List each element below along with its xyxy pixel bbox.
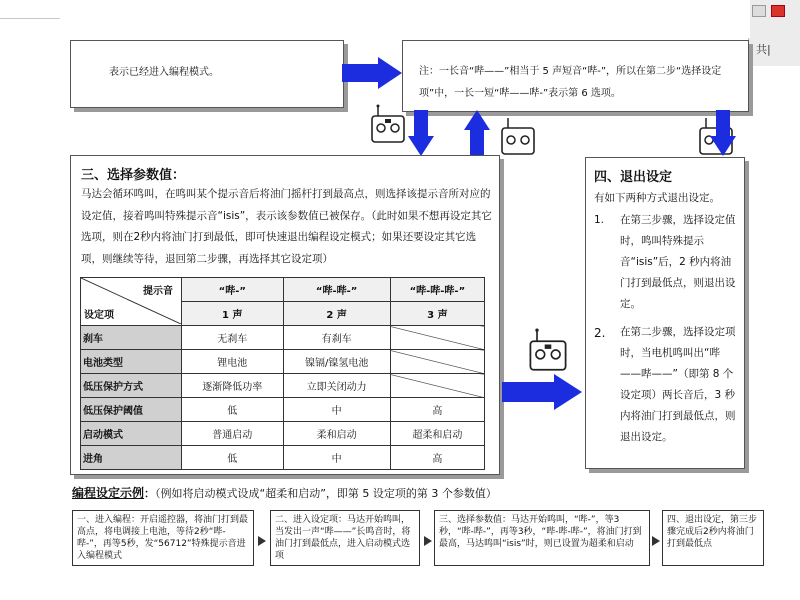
table-cell: 高 [390, 398, 484, 422]
section4-item-text: 在第三步骤，选择设定值时，鸣叫特殊提示音“isis”后，2 秒内将油门打到最低点，则退出设定。 [620, 214, 736, 310]
arrow-right-main [502, 374, 584, 410]
window-tab[interactable]: 共| [756, 43, 771, 56]
section4-intro: 有如下两种方式退出设定。 [594, 192, 720, 204]
table-cell: 低 [182, 446, 284, 470]
section3-body: 马达会循环鸣叫，在鸣叫某个提示音后将油门摇杆打到最高点，则选择该提示音所对应的设定值，接着鸣叫特殊提示音“isis”，表示该参数值已被保存。（此时如果不想再设定其它选项，则在2秒内将油门打到最低，即可快速退出编程设定模式；如果还要设定其它选项，则继续等待，退回第二步骤，再选择其它设定项） [81, 188, 492, 265]
remote-control-icon-1 [370, 104, 406, 144]
arrow-right-top [342, 57, 404, 89]
table-cell: 有刹车 [283, 326, 390, 350]
table-cell: 低 [182, 398, 284, 422]
remote-control-icon-2 [500, 116, 536, 156]
table-cell: 立即关闭动力 [283, 374, 390, 398]
top-cover [60, 0, 750, 38]
step-one-box [70, 40, 344, 108]
table-cell: 中 [283, 398, 390, 422]
step-one-fragment: 表示已经进入编程模式。 [109, 67, 219, 78]
remote-control-icon-4 [528, 328, 568, 372]
table-row [81, 326, 485, 350]
table-row-label: 启动模式 [81, 422, 182, 446]
table-row-label: 电池类型 [81, 350, 182, 374]
arrow-down-right [710, 110, 736, 156]
example-caption: （例如将启动模式设成“超柔和启动”，即第 5 设定项的第 3 个参数值） [155, 487, 497, 500]
table-cell: 柔和启动 [283, 422, 390, 446]
table-cell: 逐渐降低功率 [182, 374, 284, 398]
example-label-colon: ： [144, 487, 156, 500]
table-cell: 中 [283, 446, 390, 470]
table-col-tone-1: “哔-” [182, 278, 284, 302]
table-col-tone-2: “哔-哔-” [283, 278, 390, 302]
section4-item-num: 2. [594, 326, 606, 340]
example-step-1: 一、进入编程：开启遥控器，将油门打到最高点，将电调接上电池，等待2秒“哔-哔-”，再等5秒，发“56712”特殊提示音进入编程模式 [72, 510, 254, 566]
table-row-label: 低压保护阈值 [81, 398, 182, 422]
table-col-tone-3: “哔-哔-哔-” [390, 278, 484, 302]
table-row [81, 446, 485, 470]
example-arrow-1 [258, 536, 266, 546]
parameter-table [80, 277, 485, 470]
table-header-row [81, 278, 485, 302]
table-cell-empty [390, 350, 484, 374]
table-corner [81, 278, 182, 326]
table-cell: 无刹车 [182, 326, 284, 350]
table-cell: 普通启动 [182, 422, 284, 446]
table-corner-bottom: 设定项 [84, 310, 114, 321]
step-two-note-box [402, 40, 749, 112]
section4-item-text: 在第二步骤，选择设定项时，当电机鸣叫出“哔——哔——”（即第 8 个设定项）两长音后，3 秒内将油门打到最低点，则退出设定。 [620, 326, 736, 443]
table-row [81, 374, 485, 398]
minimize-icon[interactable] [752, 5, 766, 17]
table-col-count-2: 2 声 [283, 302, 390, 326]
example-step-4: 四、退出设定，第三步骤完成后2秒内将油门打到最低点 [662, 510, 764, 566]
table-row [81, 398, 485, 422]
section4-box [585, 157, 745, 469]
arrow-up [464, 110, 490, 156]
table-row [81, 350, 485, 374]
example-caption-line [72, 484, 592, 501]
table-row-label: 刹车 [81, 326, 182, 350]
table-row [81, 422, 485, 446]
example-label: 编程设定示例 [72, 486, 145, 500]
section4-title: 四、退出设定 [594, 170, 673, 185]
step-two-note: 注：一长音“哔——”相当于 5 声短音“哔-”，所以在第二步“选择设定项”中，一长一短“哔——哔-”表示第 6 选项。 [419, 66, 722, 99]
table-col-count-3: 3 声 [390, 302, 484, 326]
section4-item-num: 1. [594, 214, 605, 226]
example-step-2: 二、进入设定项：马达开始鸣叫，当发出一声“哔——”长鸣音时，将油门打到最低点，进入启动模式选项 [270, 510, 420, 566]
table-cell-empty [390, 326, 484, 350]
table-corner-top: 提示音 [143, 286, 173, 297]
table-cell: 镍镉/镍氢电池 [283, 350, 390, 374]
arrow-down [408, 110, 434, 156]
window-control-buttons[interactable] [752, 2, 796, 14]
table-row-label: 进角 [81, 446, 182, 470]
table-row-label: 低压保护方式 [81, 374, 182, 398]
example-arrow-3 [652, 536, 660, 546]
example-step-3: 三、选择参数值：马达开始鸣叫，“哔-”，等3秒，“哔-哔-”，再等3秒，“哔-哔-哔-”，将油门打到最高，马达鸣叫“isis”时，则已设置为超柔和启动 [434, 510, 650, 566]
table-cell: 锂电池 [182, 350, 284, 374]
example-arrow-2 [424, 536, 432, 546]
table-cell: 超柔和启动 [390, 422, 484, 446]
close-icon[interactable] [771, 5, 785, 17]
section3-title: 三、选择参数值： [81, 168, 186, 183]
table-col-count-1: 1 声 [182, 302, 284, 326]
table-cell-empty [390, 374, 484, 398]
table-cell: 高 [390, 446, 484, 470]
